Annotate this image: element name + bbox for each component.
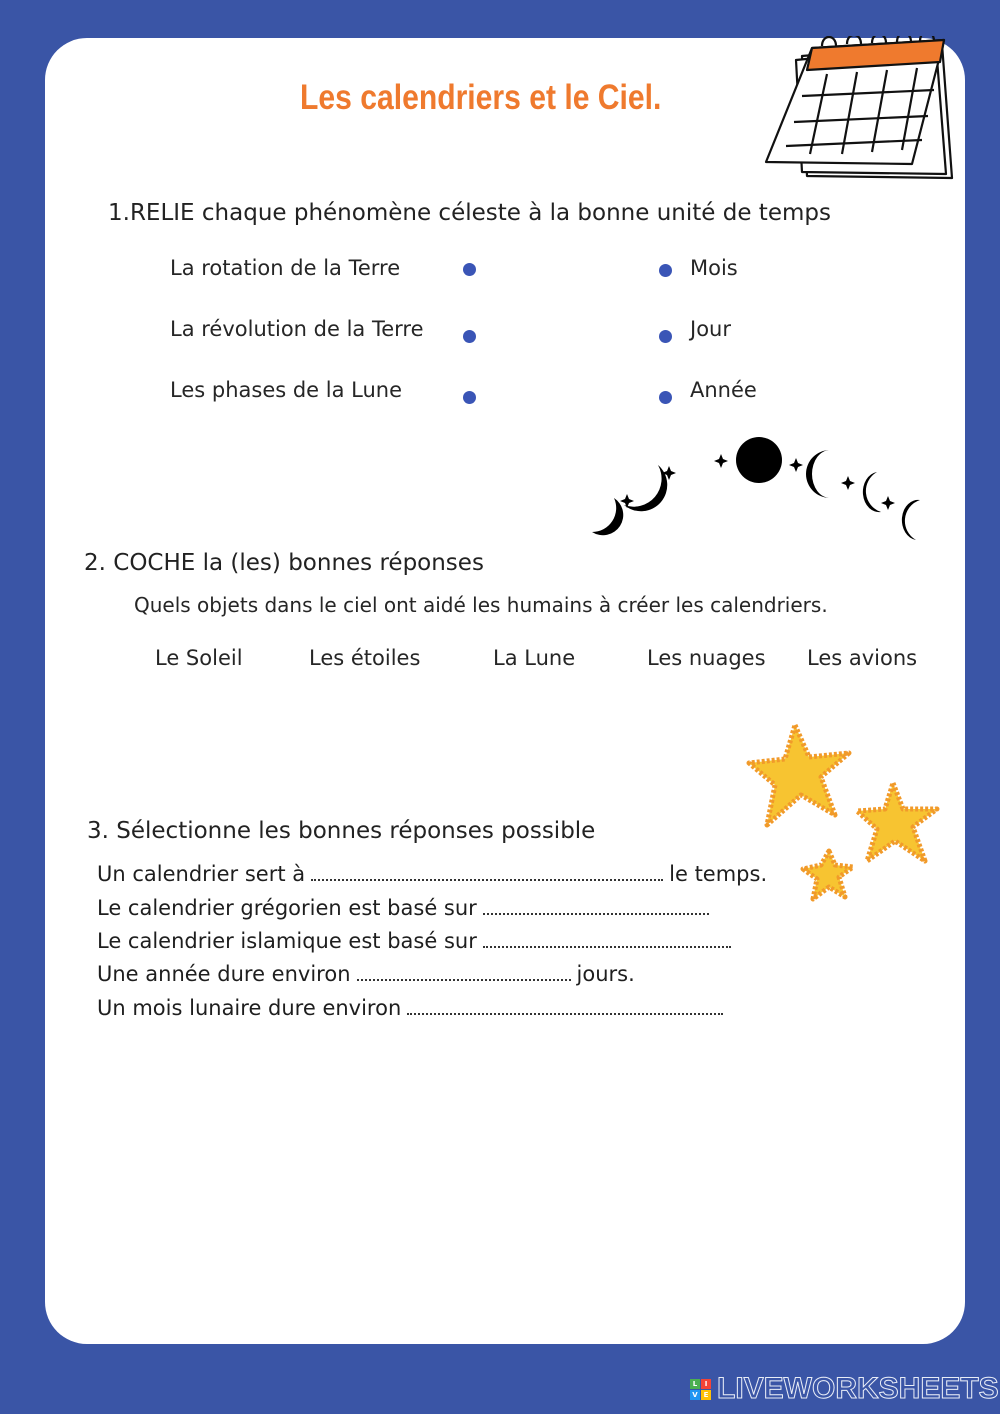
sentence-text: Le calendrier grégorien est basé sur (97, 896, 477, 920)
section1-heading: 1.RELIE chaque phénomène céleste à la bonne unité de temps (108, 200, 831, 226)
match-dot-right[interactable] (659, 330, 672, 343)
answer-option[interactable]: Les étoiles (309, 646, 421, 670)
answer-option[interactable]: Les nuages (647, 646, 766, 670)
footer-brand: LIVEWORKSHEETS (717, 1372, 999, 1405)
sentence-text: le temps. (669, 862, 768, 886)
match-dot-left[interactable] (463, 391, 476, 404)
sentence-text: jours. (576, 962, 635, 986)
logo-letter: V (690, 1390, 700, 1400)
calendar-icon (762, 36, 957, 181)
phenomenon-item: Les phases de la Lune (170, 378, 403, 402)
moon-phases-icon (582, 432, 942, 547)
page-title: Les calendriers et le Ciel. (300, 78, 662, 117)
match-dot-right[interactable] (659, 391, 672, 404)
phenomenon-item: La révolution de la Terre (170, 317, 424, 341)
sentence-line (97, 996, 729, 1020)
footer-logo[interactable] (690, 1372, 999, 1406)
sentence-text: Le calendrier islamique est basé sur (97, 929, 477, 953)
sentence-text: Une année dure environ (97, 962, 351, 986)
section2-heading: 2. COCHE la (les) bonnes réponses (84, 550, 484, 576)
match-dot-left[interactable] (463, 263, 476, 276)
sentence-text: Un calendrier sert à (97, 862, 306, 886)
answer-option[interactable]: Le Soleil (155, 646, 243, 670)
answer-option[interactable]: Les avions (807, 646, 918, 670)
logo-letter: I (701, 1379, 711, 1389)
sentence-line (97, 929, 737, 953)
logo-letter: E (701, 1390, 711, 1400)
sentence-line (97, 862, 767, 886)
section2-question: Quels objets dans le ciel ont aidé les humains à créer les calendriers. (134, 593, 828, 617)
phenomenon-item: La rotation de la Terre (170, 256, 401, 280)
blank-field[interactable] (407, 999, 723, 1015)
time-unit-item: Mois (690, 256, 738, 280)
stars-icon (745, 715, 955, 915)
time-unit-item: Année (690, 378, 757, 402)
match-dot-right[interactable] (659, 264, 672, 277)
blank-field[interactable] (357, 965, 571, 981)
blank-field[interactable] (483, 932, 731, 948)
section3-heading: 3. Sélectionne les bonnes réponses possible (87, 818, 596, 844)
sentence-line (97, 896, 715, 920)
sentence-text: Un mois lunaire dure environ (97, 996, 402, 1020)
worksheet-card (45, 38, 965, 1344)
blank-field[interactable] (483, 899, 709, 915)
match-dot-left[interactable] (463, 330, 476, 343)
sentence-line (97, 962, 635, 986)
logo-letter: L (690, 1379, 700, 1389)
answer-option[interactable]: La Lune (493, 646, 576, 670)
blank-field[interactable] (311, 865, 663, 881)
liveworksheets-logo-icon (690, 1379, 711, 1400)
time-unit-item: Jour (690, 317, 731, 341)
